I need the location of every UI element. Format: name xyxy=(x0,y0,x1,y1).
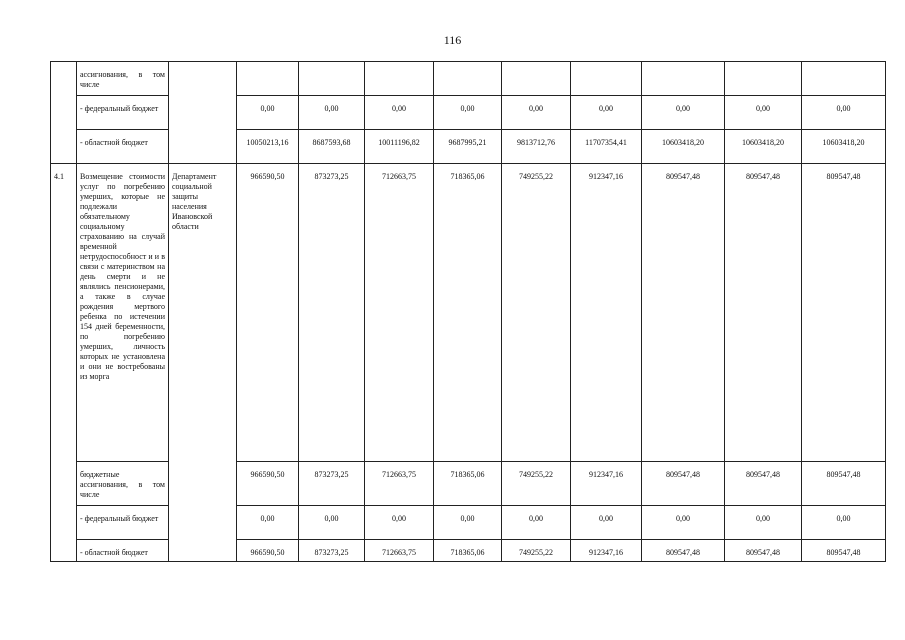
budget-table xyxy=(50,61,886,562)
value-cell: 0,00 xyxy=(502,506,571,540)
value-cell: 0,00 xyxy=(571,96,642,130)
value-cell: 809547,48 xyxy=(802,462,886,506)
value-cell: 966590,50 xyxy=(237,164,299,462)
page-number: 116 xyxy=(443,33,462,47)
value-cell: 712663,75 xyxy=(365,462,434,506)
value-cell: 11707354,41 xyxy=(571,130,642,164)
value-cell: 966590,50 xyxy=(237,462,299,506)
index-cell xyxy=(51,62,77,164)
table-row xyxy=(51,62,886,96)
value-cell: 718365,06 xyxy=(434,540,502,562)
value-cell: 809547,48 xyxy=(642,462,725,506)
value-cell: 10011196,82 xyxy=(365,130,434,164)
value-cell: 809547,48 xyxy=(642,540,725,562)
value-cell xyxy=(434,62,502,96)
row-label: - федеральный бюджет xyxy=(77,506,169,540)
value-cell: 9687995,21 xyxy=(434,130,502,164)
value-cell xyxy=(299,62,365,96)
value-cell: 809547,48 xyxy=(725,462,802,506)
value-cell xyxy=(502,62,571,96)
value-cell: 0,00 xyxy=(434,506,502,540)
row-label: - федеральный бюджет xyxy=(77,96,169,130)
value-cell: 0,00 xyxy=(802,96,886,130)
value-cell: 0,00 xyxy=(365,506,434,540)
value-cell: 912347,16 xyxy=(571,462,642,506)
value-cell xyxy=(642,62,725,96)
value-cell: 10050213,16 xyxy=(237,130,299,164)
value-cell: 718365,06 xyxy=(434,164,502,462)
value-cell: 0,00 xyxy=(237,506,299,540)
value-cell: 809547,48 xyxy=(725,164,802,462)
value-cell: 0,00 xyxy=(365,96,434,130)
value-cell: 10603418,20 xyxy=(725,130,802,164)
value-cell: 0,00 xyxy=(725,506,802,540)
value-cell: 9813712,76 xyxy=(502,130,571,164)
value-cell: 0,00 xyxy=(237,96,299,130)
row-label: - областной бюджет xyxy=(77,130,169,164)
department-cell xyxy=(169,62,237,164)
value-cell: 0,00 xyxy=(502,96,571,130)
value-cell: 809547,48 xyxy=(642,164,725,462)
value-cell: 0,00 xyxy=(299,506,365,540)
item-description: Возмещение стоимости услуг по погребению умерших, которые не подлежали обязательному социальному страхованию на случай временной нетрудоспособност и и в связи с материнством на день смерти и не являлись пенсионерами, а также в случае рождения мертвого ребенка по истечении 154 дней беременности, по погребению умерших, личность которых не установлена и они не востребованы из морга xyxy=(77,164,169,462)
value-cell: 873273,25 xyxy=(299,164,365,462)
value-cell: 809547,48 xyxy=(725,540,802,562)
value-cell: 873273,25 xyxy=(299,462,365,506)
value-cell: 712663,75 xyxy=(365,164,434,462)
value-cell: 8687593,68 xyxy=(299,130,365,164)
value-cell: 0,00 xyxy=(642,96,725,130)
value-cell: 10603418,20 xyxy=(642,130,725,164)
value-cell: 0,00 xyxy=(725,96,802,130)
value-cell: 809547,48 xyxy=(802,164,886,462)
value-cell xyxy=(725,62,802,96)
value-cell: 0,00 xyxy=(642,506,725,540)
value-cell: 749255,22 xyxy=(502,164,571,462)
value-cell: 749255,22 xyxy=(502,462,571,506)
value-cell: 912347,16 xyxy=(571,164,642,462)
value-cell: 0,00 xyxy=(802,506,886,540)
value-cell xyxy=(571,62,642,96)
value-cell xyxy=(802,62,886,96)
value-cell: 873273,25 xyxy=(299,540,365,562)
value-cell: 912347,16 xyxy=(571,540,642,562)
row-label: ассигнования, в том числе xyxy=(77,62,169,96)
value-cell xyxy=(237,62,299,96)
value-cell: 712663,75 xyxy=(365,540,434,562)
item-department: Департамент социальной защиты населения Ивановской области xyxy=(169,164,237,562)
row-label: - областной бюджет xyxy=(77,540,169,562)
value-cell: 809547,48 xyxy=(802,540,886,562)
value-cell xyxy=(365,62,434,96)
table-row xyxy=(51,164,886,462)
row-label: бюджетные ассигнования, в том числе xyxy=(77,462,169,506)
value-cell: 0,00 xyxy=(434,96,502,130)
value-cell: 10603418,20 xyxy=(802,130,886,164)
value-cell: 749255,22 xyxy=(502,540,571,562)
value-cell: 966590,50 xyxy=(237,540,299,562)
value-cell: 0,00 xyxy=(571,506,642,540)
value-cell: 718365,06 xyxy=(434,462,502,506)
value-cell: 0,00 xyxy=(299,96,365,130)
item-index: 4.1 xyxy=(51,164,77,562)
